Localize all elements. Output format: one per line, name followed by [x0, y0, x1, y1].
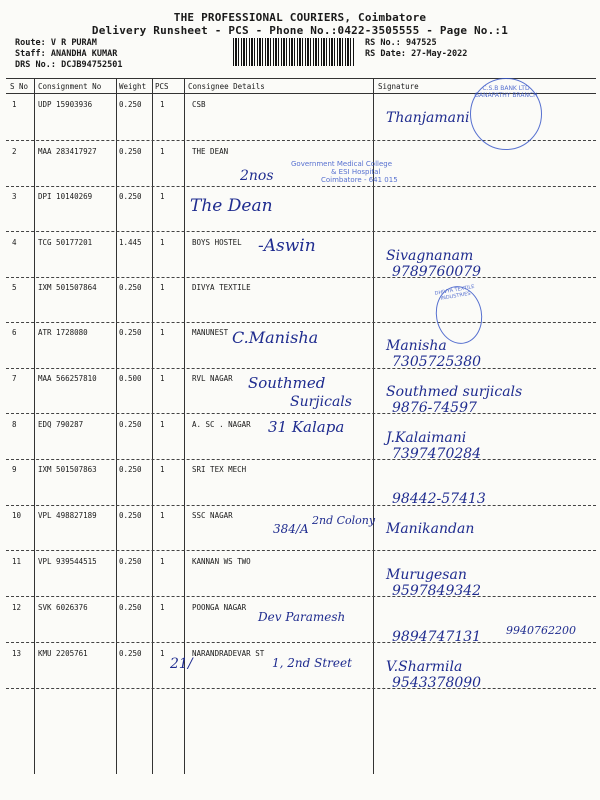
row-divider	[6, 596, 596, 597]
row12-handwriting: Dev Paramesh	[258, 610, 346, 624]
row8-handwriting: 31 Kalapa	[268, 418, 345, 436]
row-sno: 1	[12, 100, 17, 109]
row-sno: 6	[12, 328, 17, 337]
row-sno: 9	[12, 465, 17, 474]
page-subtitle: Delivery Runsheet - PCS - Phone No.:0422-3505555 - Page No.:1	[91, 24, 509, 37]
rs-date-label: RS Date:	[365, 49, 406, 59]
page-title: THE PROFESSIONAL COURIERS, Coimbatore	[173, 11, 427, 24]
row-sno: 8	[12, 420, 17, 429]
row12-phone-2: 9940762200	[506, 624, 576, 637]
row-weight: 0.250	[119, 100, 142, 109]
row-consignment-no: VPL 939544515	[38, 557, 97, 566]
row-divider	[6, 459, 596, 460]
row-signature: Manikandan	[386, 521, 475, 537]
row-pcs: 1	[160, 100, 165, 109]
row-consignee: MANUNEST	[192, 328, 229, 337]
col-header-sno: S No	[10, 82, 29, 91]
row-consignee: DIVYA TEXTILE	[192, 283, 251, 292]
route-label: Route:	[15, 38, 46, 48]
row7-handwriting-2: Surjicals	[290, 394, 352, 410]
row-divider	[6, 550, 596, 551]
row7-handwriting: Southmed	[248, 374, 326, 392]
row-sno: 2	[12, 147, 17, 156]
row10-handwriting: 384/A	[273, 522, 309, 536]
row-sno: 3	[12, 192, 17, 201]
row-pcs: 1	[160, 374, 165, 383]
row-consignment-no: EDQ 790287	[38, 420, 84, 429]
route-info	[15, 38, 97, 48]
row-weight: 0.250	[119, 465, 142, 474]
row-consignee: SRI TEX MECH	[192, 465, 247, 474]
row-divider	[6, 413, 596, 414]
row-divider	[6, 688, 596, 689]
row-consignment-no: MAA 566257810	[38, 374, 97, 383]
row-pcs: 1	[160, 192, 165, 201]
row-sno: 12	[12, 603, 22, 612]
divya-textile-stamp: DHIVYA TEXTILE INDUSTRIES	[431, 282, 486, 347]
row-signature: Murugesan	[386, 567, 467, 583]
row-pcs: 1	[160, 557, 165, 566]
staff-info	[15, 49, 117, 59]
rs-date-value: 27-May-2022	[411, 49, 468, 59]
row-weight: 0.250	[119, 192, 142, 201]
row-sno: 7	[12, 374, 17, 383]
row-signature-phone: 9543378090	[392, 675, 482, 691]
row-divider	[6, 642, 596, 643]
col-header-pcs: PCS	[155, 82, 169, 91]
hospital-stamp: Government Medical College & ESI Hospital Coimbatore - 641 015	[291, 160, 398, 184]
row-weight: 0.250	[119, 649, 142, 658]
row2-handwriting: 2nos	[240, 168, 274, 184]
row-weight: 0.250	[119, 557, 142, 566]
row-consignment-no: DPI 10140269	[38, 192, 93, 201]
rs-date-info	[365, 49, 467, 59]
row-consignee: NARANDRADEVAR ST	[192, 649, 265, 658]
row-sno: 13	[12, 649, 22, 658]
drs-label: DRS No.:	[15, 60, 56, 70]
row-weight: 0.250	[119, 147, 142, 156]
row-signature: Thanjamani	[386, 110, 470, 126]
row-divider	[6, 368, 596, 369]
row4-handwriting: -Aswin	[258, 236, 316, 256]
row-consignment-no: MAA 283417927	[38, 147, 97, 156]
bank-seal-stamp: C.S.B BANK LTD GANAPATHY BRANCH	[470, 78, 542, 150]
row-sno: 4	[12, 238, 17, 247]
row-consignee: A. SC . NAGAR	[192, 420, 251, 429]
col-header-weight: Weight	[119, 82, 147, 91]
row-consignee: BOYS HOSTEL	[192, 238, 242, 247]
staff-value: ANANDHA KUMAR	[50, 49, 118, 59]
row-consignee: SSC NAGAR	[192, 511, 233, 520]
row3-handwriting: The Dean	[190, 196, 273, 216]
row-divider	[6, 277, 596, 278]
row-consignment-no: IXM 501507863	[38, 465, 97, 474]
staff-label: Staff:	[15, 49, 46, 59]
row-signature: Southmed surjicals	[386, 384, 523, 400]
row-divider	[6, 231, 596, 232]
col-header-signature: Signature	[378, 82, 419, 91]
row-consignment-no: UDP 15903936	[38, 100, 93, 109]
row-signature: Manisha	[386, 338, 447, 354]
row-consignment-no: VPL 498827189	[38, 511, 97, 520]
row-weight: 0.500	[119, 374, 142, 383]
drs-info	[15, 60, 123, 70]
row-signature-phone: 98442-57413	[392, 491, 486, 507]
row-signature-phone: 9894747131	[392, 629, 482, 645]
row-consignee: THE DEAN	[192, 147, 229, 156]
row-consignee: RVL NAGAR	[192, 374, 233, 383]
row-pcs: 1	[160, 511, 165, 520]
row13-handwriting: 21/	[170, 656, 193, 672]
row-signature-phone: 9876-74597	[392, 400, 477, 416]
row-pcs: 1	[160, 649, 165, 658]
row-consignee: POONGA NAGAR	[192, 603, 247, 612]
col-divider	[34, 78, 35, 774]
barcode	[233, 38, 355, 66]
row-signature: V.Sharmila	[386, 659, 463, 675]
row-signature-phone: 9789760079	[392, 264, 482, 280]
row-consignment-no: IXM 501507864	[38, 283, 97, 292]
row-weight: 0.250	[119, 420, 142, 429]
row-consignment-no: SVK 6026376	[38, 603, 88, 612]
row-sno: 5	[12, 283, 17, 292]
row-divider	[6, 322, 596, 323]
row6-handwriting: C.Manisha	[232, 328, 319, 347]
row-signature-phone: 7397470284	[392, 446, 482, 462]
row10-handwriting-2: 2nd Colony	[312, 514, 376, 527]
col-header-consignment: Consignment No	[38, 82, 102, 91]
row-signature: Sivagnanam	[386, 248, 474, 264]
col-header-consignee: Consignee Details	[188, 82, 265, 91]
row-divider	[6, 505, 596, 506]
row-pcs: 1	[160, 328, 165, 337]
drs-value: DCJB94752501	[61, 60, 123, 70]
row-pcs: 1	[160, 283, 165, 292]
col-divider	[152, 78, 153, 774]
row-pcs: 1	[160, 465, 165, 474]
route-value: V R PURAM	[50, 38, 97, 48]
row-pcs: 1	[160, 147, 165, 156]
row-weight: 0.250	[119, 328, 142, 337]
row-sno: 11	[12, 557, 22, 566]
row-consignee: KANNAN WS TWO	[192, 557, 251, 566]
row-pcs: 1	[160, 420, 165, 429]
col-divider	[116, 78, 117, 774]
row-weight: 1.445	[119, 238, 142, 247]
row-weight: 0.250	[119, 283, 142, 292]
row13-handwriting-2: 1, 2nd Street	[272, 656, 352, 670]
row-pcs: 1	[160, 603, 165, 612]
row-sno: 10	[12, 511, 22, 520]
rs-no-value: 947525	[405, 38, 437, 48]
row-signature-phone: 9597849342	[392, 583, 482, 599]
rs-no-info	[365, 38, 437, 48]
row-weight: 0.250	[119, 603, 142, 612]
row-consignee: CSB	[192, 100, 206, 109]
row-consignment-no: TCG 50177201	[38, 238, 93, 247]
row-signature-phone: 7305725380	[392, 354, 482, 370]
row-signature: J.Kalaimani	[386, 430, 467, 446]
rs-no-label: RS No.:	[365, 38, 401, 48]
row-consignment-no: ATR 1728080	[38, 328, 88, 337]
row-weight: 0.250	[119, 511, 142, 520]
row-consignment-no: KMU 2205761	[38, 649, 88, 658]
row-pcs: 1	[160, 238, 165, 247]
